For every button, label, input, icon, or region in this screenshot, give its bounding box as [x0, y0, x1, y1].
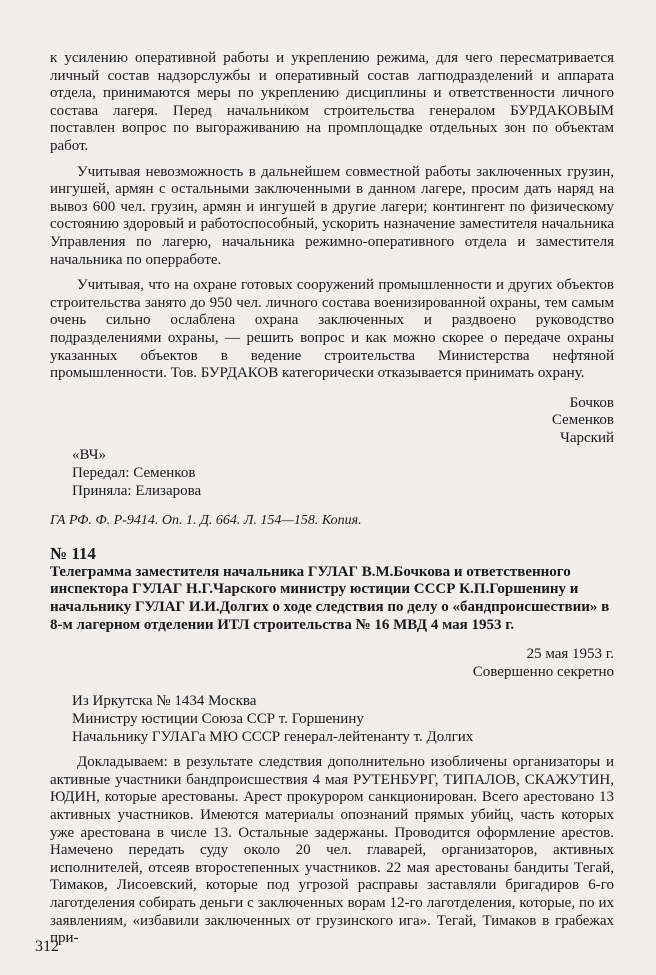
page-number: 312 — [35, 938, 59, 955]
signature-charsky: Чарский — [560, 429, 614, 446]
address-minister: Министру юстиции Союза ССР т. Горшенину — [72, 711, 364, 727]
address-block — [50, 693, 614, 746]
classification: Совершенно секретно — [472, 663, 614, 680]
telegram-code: «ВЧ» — [72, 447, 107, 464]
paragraph-2: Учитывая невозможность в дальнейшем совместной работы заключенных грузин, ингушей, армян с остальными заключенными в данном лагере, просим дать наряд на вывоз 600 чел. грузин, армян и ингушей в другие лагери; контингент по физическому состоянию здоровый и работоспособный, ускорить назначение заместителя начальника Управления по лагерю, начальника режимно-оперативного отдела и заместителя начальника по оперработе. — [50, 163, 614, 268]
signature-block — [50, 395, 614, 448]
archive-source: ГА РФ. Ф. Р-9414. Оп. 1. Д. 664. Л. 154—158. Копия. — [50, 513, 362, 529]
paragraph-3: Учитывая, что на охране готовых сооружений промышленности и других объектов строительства занято до 950 чел. личного состава военизированной охраны, тем самым очень сильно ослаблена охрана заключенных и раздвоено руководство подразделениями охраны, — решить вопрос и как можно скорее о передаче охраны указанных объектов в ведение строительства Министерства нефтяной промышленности. Тов. БУРДАКОВ категорически отказывается принимать охрану. — [50, 277, 614, 382]
address-chief: Начальнику ГУЛАГа МЮ СССР генерал-лейтенанту т. Долгих — [72, 728, 474, 745]
telegram-sent-by: Передал: Семенков — [72, 465, 196, 482]
document-title: Телеграмма заместителя начальника ГУЛАГ В.М.Бочкова и ответственного инспектора ГУЛАГ Н.Г.Чарского министру юстиции СССР К.П.Горшенину и начальнику ГУЛАГ И.И.Долгих о ходе следствия по делу о «бандпроисшествии» в 8-м лагерном отделении ИТЛ строительства № 16 МВД 4 мая 1953 г. — [50, 563, 610, 633]
address-from: Из Иркутска № 1434 Москва — [72, 693, 257, 710]
signature-semenkov: Семенков — [551, 412, 614, 429]
signature-bochkov: Бочков — [569, 394, 614, 411]
telegram-transmission — [50, 447, 614, 500]
document-page — [50, 50, 614, 948]
date-block — [50, 646, 614, 681]
paragraph-report: Докладываем: в результате следствия дополнительно изобличены организаторы и активные участники бандпроисшествия 4 мая РУТЕНБУРГ, ТИПАЛОВ, СКАЖУТИН, ЮДИН, которые арестованы. Арест прокурором санкционирован. Всего арестовано 13 активных участников. Имеются материалы опознаний прямых убийц, часть которых уже арестована в числе 13. Остальные задержаны. Проводится оформление арестов. Намечено передать суду около 20 чел. главарей, организаторов, активных исполнителей, отсеяв второстепенных участников. 22 мая арестованы бандиты Тегай, Тимаков, Лисоевский, которые под угрозой расправы заставляли бригадиров 6-го лаготделения собирать деньги с заключенных ворам 12-го лаготделения, которые, по их заявлениям, «избавили заключенных от грузинского ига». Тегай, Тимаков в грабежах при- — [50, 754, 614, 947]
document-number: № 114 — [50, 543, 96, 563]
paragraph-1: к усилению оперативной работы и укреплению режима, для чего пересматривается личный состав надзорслужбы и оперативный состав лагподразделений и аппарата отдела, принимаются меры по укреплению дисциплины и ответственности личного состава лагеря. Перед начальником строительства генералом БУРДАКОВЫМ поставлен вопрос по выгораживанию на промплощадке отдельных зон по объектам работ. — [50, 50, 614, 154]
telegram-received-by: Приняла: Елизарова — [72, 482, 202, 499]
document-date: 25 мая 1953 г. — [526, 646, 614, 663]
